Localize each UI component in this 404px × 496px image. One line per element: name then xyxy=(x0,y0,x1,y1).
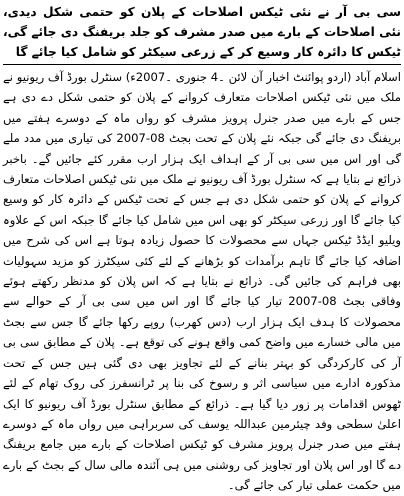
article-body: اسلام آباد (اردو پوائنٹ اخبار آن لائن ۔4 جنوری ۔2007ء) سنٹرل بورڈ آف ریونیو نے ملک میں نئی ٹیکس اصلاحات متعارف کروانے کے پلان کو حتمی شکل دے دی ہے جس کے بارے میں صدر جنرل پرویز مشرف کو رواں ماہ کے دوسرے ہفتے میں بریفنگ دی جائے گی جبکہ نئے پلان کے تحت بجٹ 08-2007 کی تیاری میں مدد ملے گی اور اس میں سی بی آر کے اہداف ایک ہزار ارب مقرر کئے جائیں گے۔ باخبر ذرائع نے بتایا ہے کہ سنٹرل بورڈ آف ریونیو نے ملک میں نئی ٹیکس اصلاحات متعارف کروانے کے پلان کو حتمی شکل دی ہے جس کے تحت ٹیکس کے دائرہ کار کو وسیع کیا جائے گا اور زرعی سیکٹر کو بھی اس میں شامل کیا جائے گا جبکہ اس کے علاوہ ویلیو ایڈڈ ٹیکس جہاں سے محصولات کا حصول زیادہ ہوتا ہے اس کی شرح میں اضافہ کیا جائے گا تاہم برآمدات کو بڑھانے کے لئے کئی سیکٹرز کو مزید سہولیات بھی فراہم کی جائیں گی۔ ذرائع نے بتایا ہے کہ اس پلان کو مدنظر رکھتے ہوئے وفاقی بجٹ 08-2007 تیار کیا جائے گا اور اس میں سی بی آر کے حوالے سے محصولات کا ہدف ایک ہزار ارب (دس کھرب) روپے رکھا جائے گا جس سے بجٹ میں مالی خسارے میں واضح کمی واقع ہونے کی توقع ہے۔ پلان کے مطابق سی بی آر کی کارکردگی کو بہتر بنانے کے لئے تجاویز بھی دی گئی ہیں جس کے تحت مذکورہ ادارے میں سیاسی اثر و رسوخ کی بنا پر ٹرانسفرز کی روک تھام کے لئے ٹھوس اقدامات پر زور دیا گیا ہے۔ ذرائع کے مطابق سنٹرل بورڈ آف ریونیو کا ایک اعلیٰ سطحی وفد چیئرمین عبداللہ یوسف کی سربراہی میں رواں ماہ کے دوسرے ہفتے میں صدر جنرل پرویز مشرف کو ٹیکس اصلاحات کے بارے میں جامع بریفنگ دے گا اور اس پلان اور تجاویز کی روشنی میں ہی آئندہ مالی سال کے بجٹ کے بارے میں حکمت عملی تیار کی جائے گی۔ xyxy=(3,70,402,493)
article-headline: سی بی آر نے نئی ٹیکس اصلاحات کے پلان کو حتمی شکل دیدی، نئی اصلاحات کے بارے میں صدر مشرف کو جلد بریفنگ دی جائے گی، ٹیکس کا دائرہ کار وسیع کر کے زرعی سیکٹر کو شامل کیا جائے گا xyxy=(3,2,401,65)
